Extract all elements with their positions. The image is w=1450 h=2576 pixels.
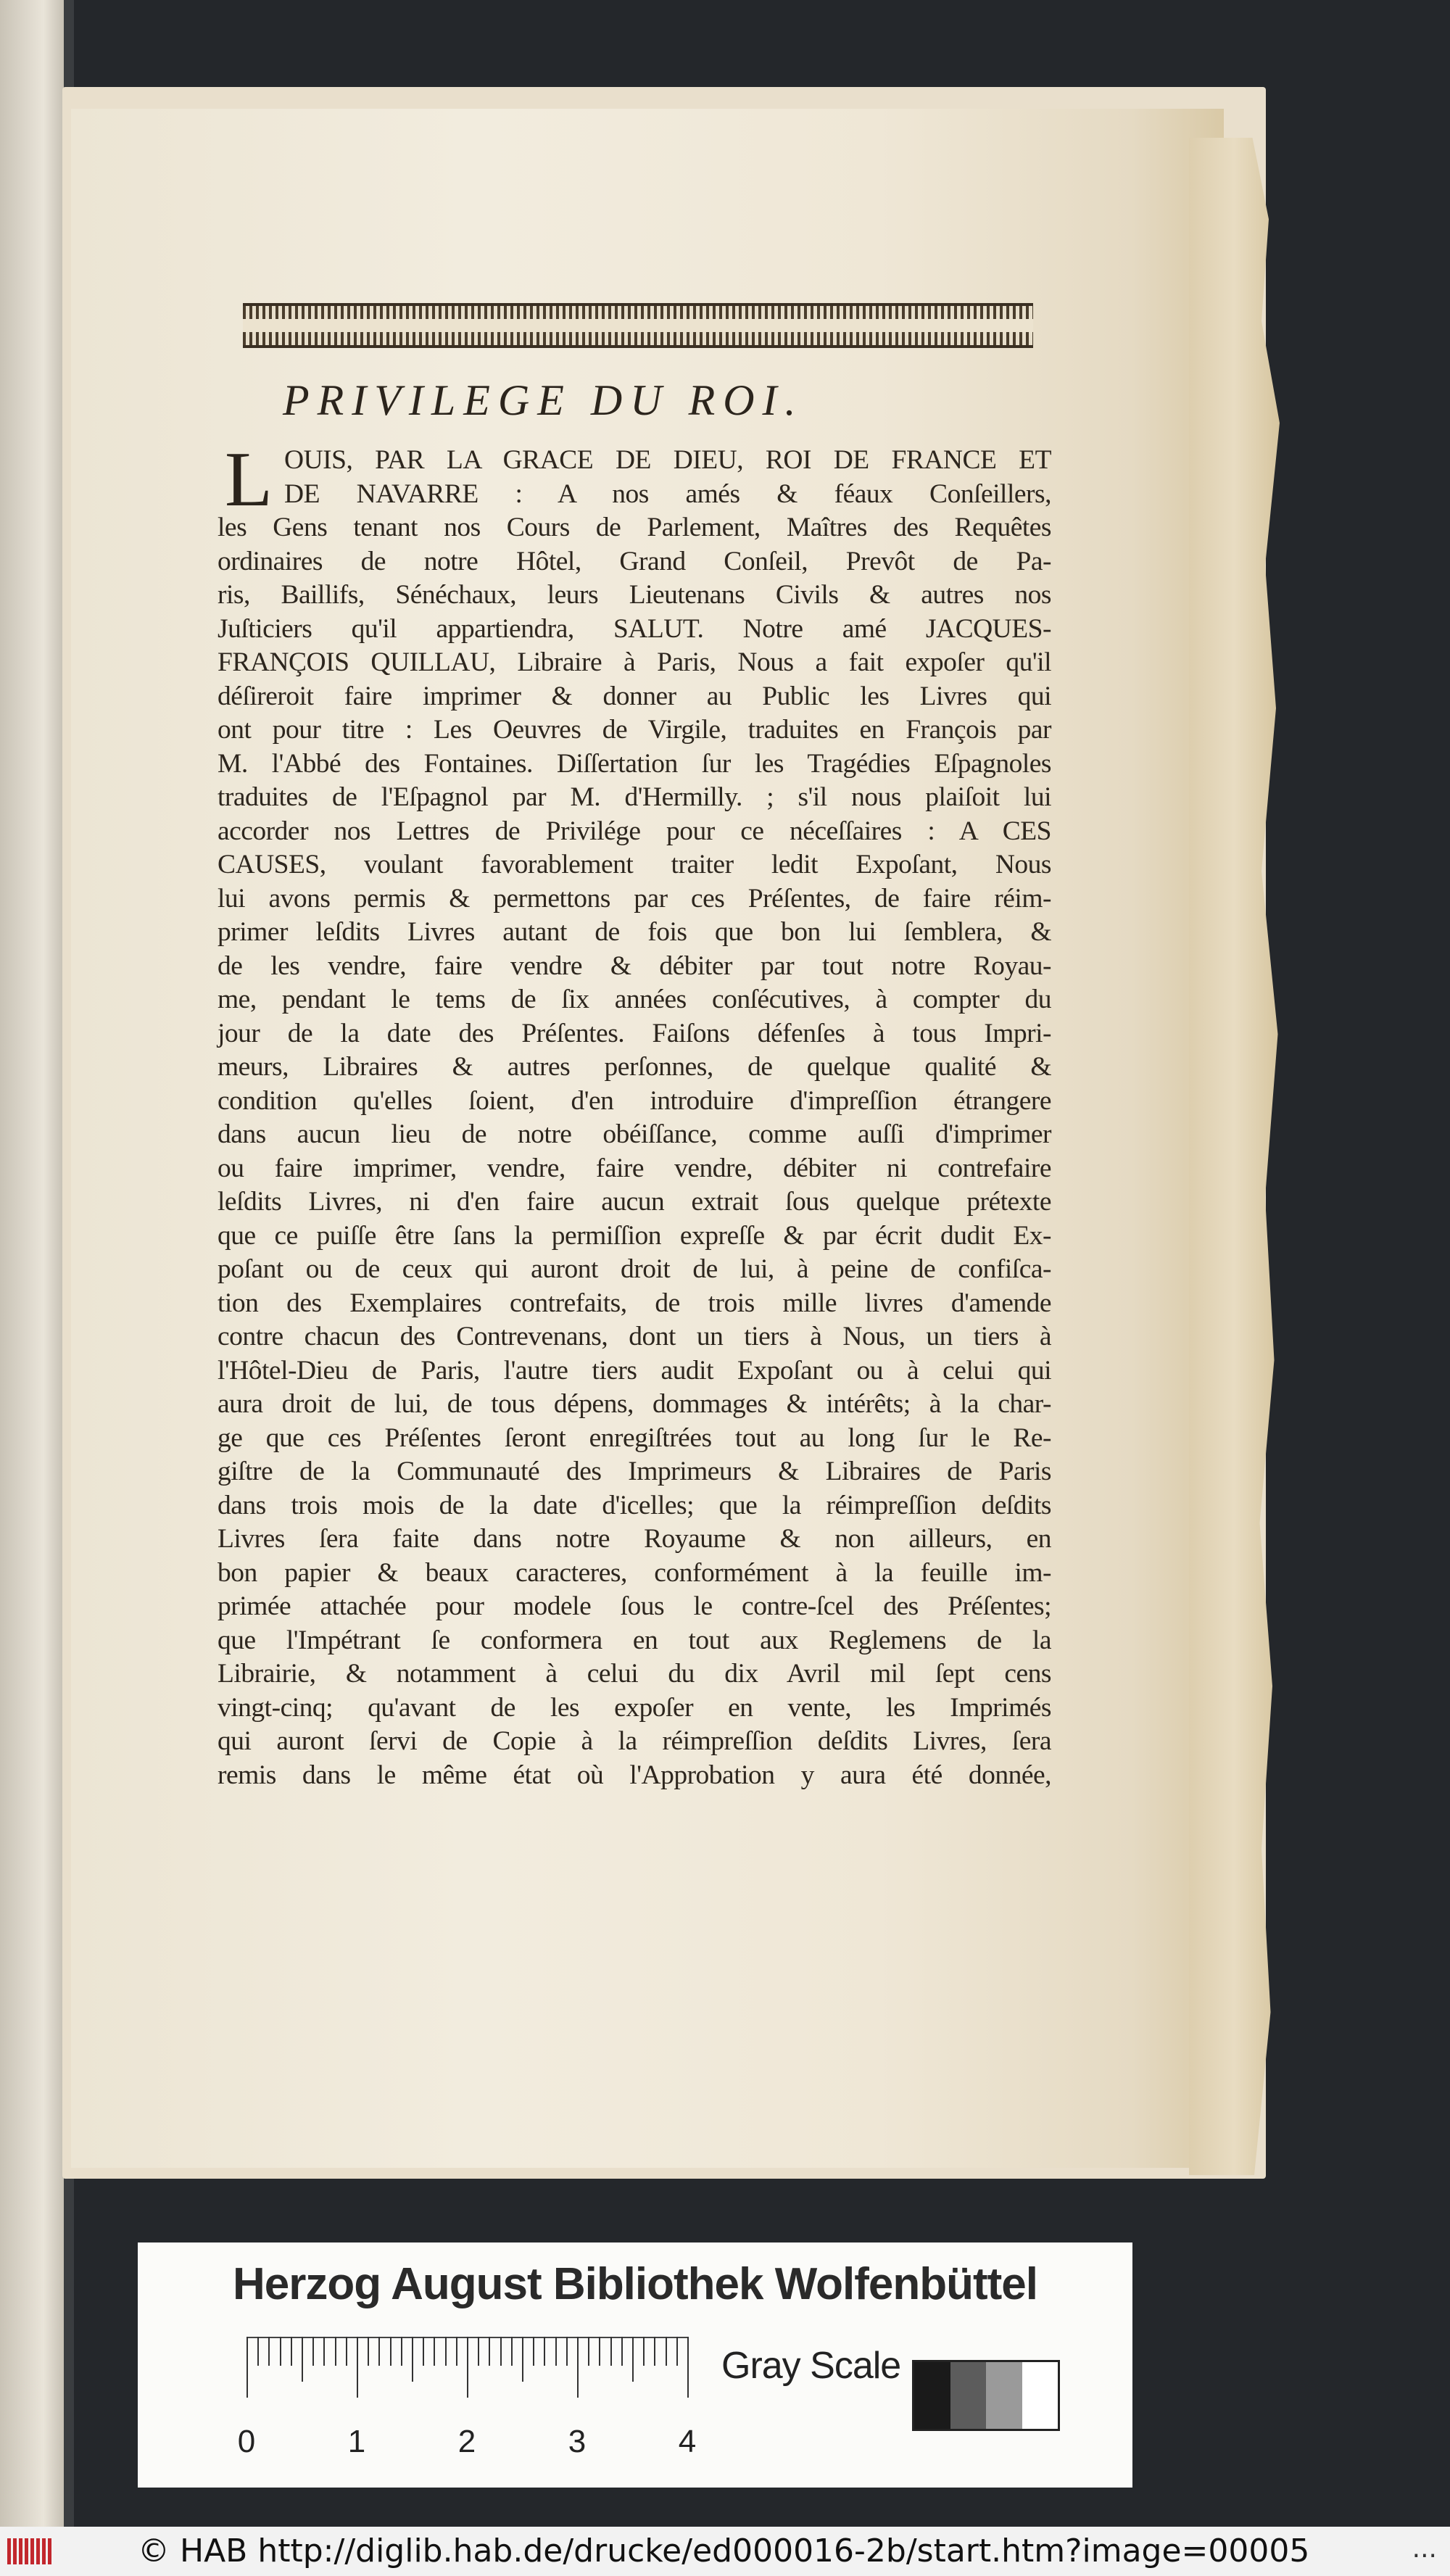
text-line: vingt-cinq; qu'avant de les expoſer en vente, les Imprimés <box>218 1692 1051 1723</box>
gray-swatch <box>1022 2362 1058 2429</box>
gray-swatch <box>950 2362 987 2429</box>
privilege-text <box>218 436 1051 1792</box>
text-line: me, pendant le tems de ſix années conſécutives, à compter du <box>218 985 1051 1014</box>
text-line: CAUSES, voulant favorablement traiter ledit Expoſant, Nous <box>218 850 1051 879</box>
text-line: traduites de l'Eſpagnol par M. d'Hermilly. ; s'il nous plaiſoit lui <box>218 782 1051 812</box>
ruler-tick <box>312 2337 314 2366</box>
text-line: ou faire imprimer, vendre, faire vendre, débiter ni contrefaire <box>218 1153 1051 1183</box>
status-bar <box>0 2527 1450 2576</box>
ruler-number: 2 <box>457 2424 476 2459</box>
institution-name: Herzog August Bibliothek Wolfenbüttel <box>233 2259 1037 2309</box>
ruler-tick <box>280 2337 281 2366</box>
text-line: Librairie, & notamment à celui du dix Avril mil ſept cens <box>218 1659 1051 1689</box>
ruler-tick <box>445 2337 447 2366</box>
text-line: qui auront ſervi de Copie à la réimpreſſion deſdits Livres, ſera <box>218 1726 1051 1756</box>
ruler-tick <box>610 2337 612 2366</box>
ruler-tick <box>511 2337 513 2366</box>
ruler-tick <box>456 2337 457 2366</box>
text-line: Livres ſera faite dans notre Royaume & non ailleurs, en <box>218 1524 1051 1554</box>
ruler-tick <box>335 2337 336 2366</box>
text-line: lui avons permis & permettons par ces Préſentes, de faire réim- <box>218 883 1051 914</box>
drop-cap: L <box>225 436 273 523</box>
ruler-tick <box>500 2337 502 2366</box>
adjacent-page-edge <box>0 0 72 2527</box>
ruler-tick <box>687 2337 689 2398</box>
text-line: tion des Exemplaires contrefaits, de trois mille livres d'amende <box>218 1288 1051 1318</box>
ruler-tick <box>533 2337 534 2366</box>
header-ornament <box>243 303 1033 348</box>
text-line: DE NAVARRE : A nos amés & féaux Conſeillers, <box>284 479 1051 509</box>
text-line: M. l'Abbé des Fontaines. Diſſertation ſur les Tragédies Eſpagnoles <box>218 748 1051 779</box>
text-line: giſtre de la Communauté des Imprimeurs & Libraires de Paris <box>218 1457 1051 1486</box>
ruler-tick <box>378 2337 380 2366</box>
ruler-tick <box>302 2337 303 2382</box>
ruler-tick <box>666 2337 667 2366</box>
ruler-tick <box>257 2337 259 2366</box>
scan-label-card <box>138 2242 1132 2488</box>
text-line: remis dans le même état où l'Approbation y aura été donnée, <box>218 1760 1051 1790</box>
text-line: ge que ces Préſentes ſeront enregiſtrées tout au long ſur le Re- <box>218 1422 1051 1453</box>
more-icon[interactable]: ... <box>1412 2534 1437 2564</box>
text-line: jour de la date des Préſentes. Faiſons défenſes à tous Impri- <box>218 1018 1051 1048</box>
text-line: contre chacun des Contrevenans, dont un tiers à Nous, un tiers à <box>218 1322 1051 1351</box>
gray-scale-chart <box>912 2360 1060 2431</box>
text-line: ont pour titre : Les Oeuvres de Virgile, traduites en François par <box>218 715 1051 745</box>
page-title: PRIVILEGE DU ROI. <box>283 376 804 424</box>
ruler-tick <box>588 2337 589 2366</box>
ruler-tick <box>390 2337 392 2366</box>
ruler-tick <box>489 2337 490 2366</box>
ruler-tick <box>676 2337 678 2366</box>
ruler-tick <box>291 2337 292 2366</box>
gray-swatch <box>914 2362 950 2429</box>
text-line: dans aucun lieu de notre obéiſſance, comme auſſi d'imprimer <box>218 1119 1051 1149</box>
text-line: aura droit de lui, de tous dépens, dommages & intérêts; à la char- <box>218 1389 1051 1419</box>
ruler-tick <box>555 2337 557 2366</box>
ruler-number: 3 <box>568 2424 587 2459</box>
text-line: FRANÇOIS QUILLAU, Libraire à Paris, Nous a fait expoſer qu'il <box>218 647 1051 677</box>
text-line: dans trois mois de la date d'icelles; que la réimpreſſion deſdits <box>218 1490 1051 1520</box>
text-line: bon papier & beaux caracteres, conformément à la feuille im- <box>218 1557 1051 1588</box>
text-line: condition qu'elles ſoient, d'en introduire d'impreſſion étrangere <box>218 1085 1051 1116</box>
torn-page-edge <box>1189 138 1280 2175</box>
ruler-tick <box>566 2337 568 2366</box>
ruler-tick <box>346 2337 347 2366</box>
ruler-number: 0 <box>237 2424 256 2459</box>
text-line: l'Hôtel-Dieu de Paris, l'autre tiers audit Expoſant ou à celui qui <box>218 1355 1051 1386</box>
ruler-tick <box>522 2337 523 2382</box>
ruler-number: 1 <box>347 2424 366 2459</box>
hab-logo-icon <box>7 2538 59 2564</box>
ruler-tick <box>544 2337 545 2366</box>
text-line: Juſticiers qu'il appartiendra, SALUT. Notre amé JACQUES- <box>218 613 1051 644</box>
text-line: accorder nos Lettres de Privilége pour ce néceſſaires : A CES <box>218 816 1051 846</box>
text-line: ordinaires de notre Hôtel, Grand Conſeil, Prevôt de Pa- <box>218 546 1051 576</box>
source-url-text[interactable]: © HAB http://diglib.hab.de/drucke/ed000016-2b/start.htm?image=00005 <box>138 2532 1310 2569</box>
text-line: que l'Impétrant ſe conformera en tout aux Reglemens de la <box>218 1625 1051 1655</box>
ruler-number: 4 <box>678 2424 697 2459</box>
ruler-tick <box>323 2337 325 2366</box>
ruler-tick <box>577 2337 579 2398</box>
gray-swatch <box>986 2362 1022 2429</box>
ruler-tick <box>246 2337 248 2398</box>
ruler-tick <box>357 2337 358 2398</box>
text-line: poſant ou de ceux qui auront droit de lui, à peine de confiſca- <box>218 1254 1051 1284</box>
ruler-tick <box>467 2337 468 2398</box>
text-line: primer leſdits Livres autant de fois que bon lui ſemblera, & <box>218 917 1051 947</box>
text-line: que ce puiſſe être ſans la permiſſion expreſſe & par écrit dudit Ex- <box>218 1220 1051 1251</box>
gray-scale-label: Gray Scale <box>721 2345 901 2387</box>
ruler-tick <box>434 2337 435 2366</box>
ruler-tick <box>478 2337 479 2366</box>
ruler-tick <box>401 2337 402 2366</box>
text-line: OUIS, PAR LA GRACE DE DIEU, ROI DE FRANCE ET <box>284 445 1051 475</box>
text-line: leſdits Livres, ni d'en faire aucun extrait ſous quelque prétexte <box>218 1187 1051 1217</box>
ruler-tick <box>423 2337 424 2366</box>
ruler-tick <box>412 2337 413 2382</box>
ruler-tick <box>643 2337 645 2366</box>
scale-ruler <box>237 2337 697 2474</box>
ruler-tick <box>268 2337 270 2366</box>
text-line: déſireroit faire imprimer & donner au Public les Livres qui <box>218 681 1051 711</box>
ruler-tick <box>654 2337 655 2366</box>
text-line: de les vendre, faire vendre & débiter par tout notre Royau- <box>218 951 1051 981</box>
ruler-tick <box>599 2337 600 2366</box>
text-line: les Gens tenant nos Cours de Parlement, Maîtres des Requêtes <box>218 513 1051 542</box>
ruler-tick <box>632 2337 634 2382</box>
ruler-tick <box>368 2337 369 2366</box>
text-line: ris, Baillifs, Sénéchaux, leurs Lieutenans Civils & autres nos <box>218 580 1051 610</box>
ruler-tick <box>621 2337 623 2366</box>
text-line: meurs, Libraires & autres perſonnes, de quelque qualité & <box>218 1052 1051 1082</box>
text-line: primée attachée pour modele ſous le contre-ſcel des Préſentes; <box>218 1591 1051 1621</box>
